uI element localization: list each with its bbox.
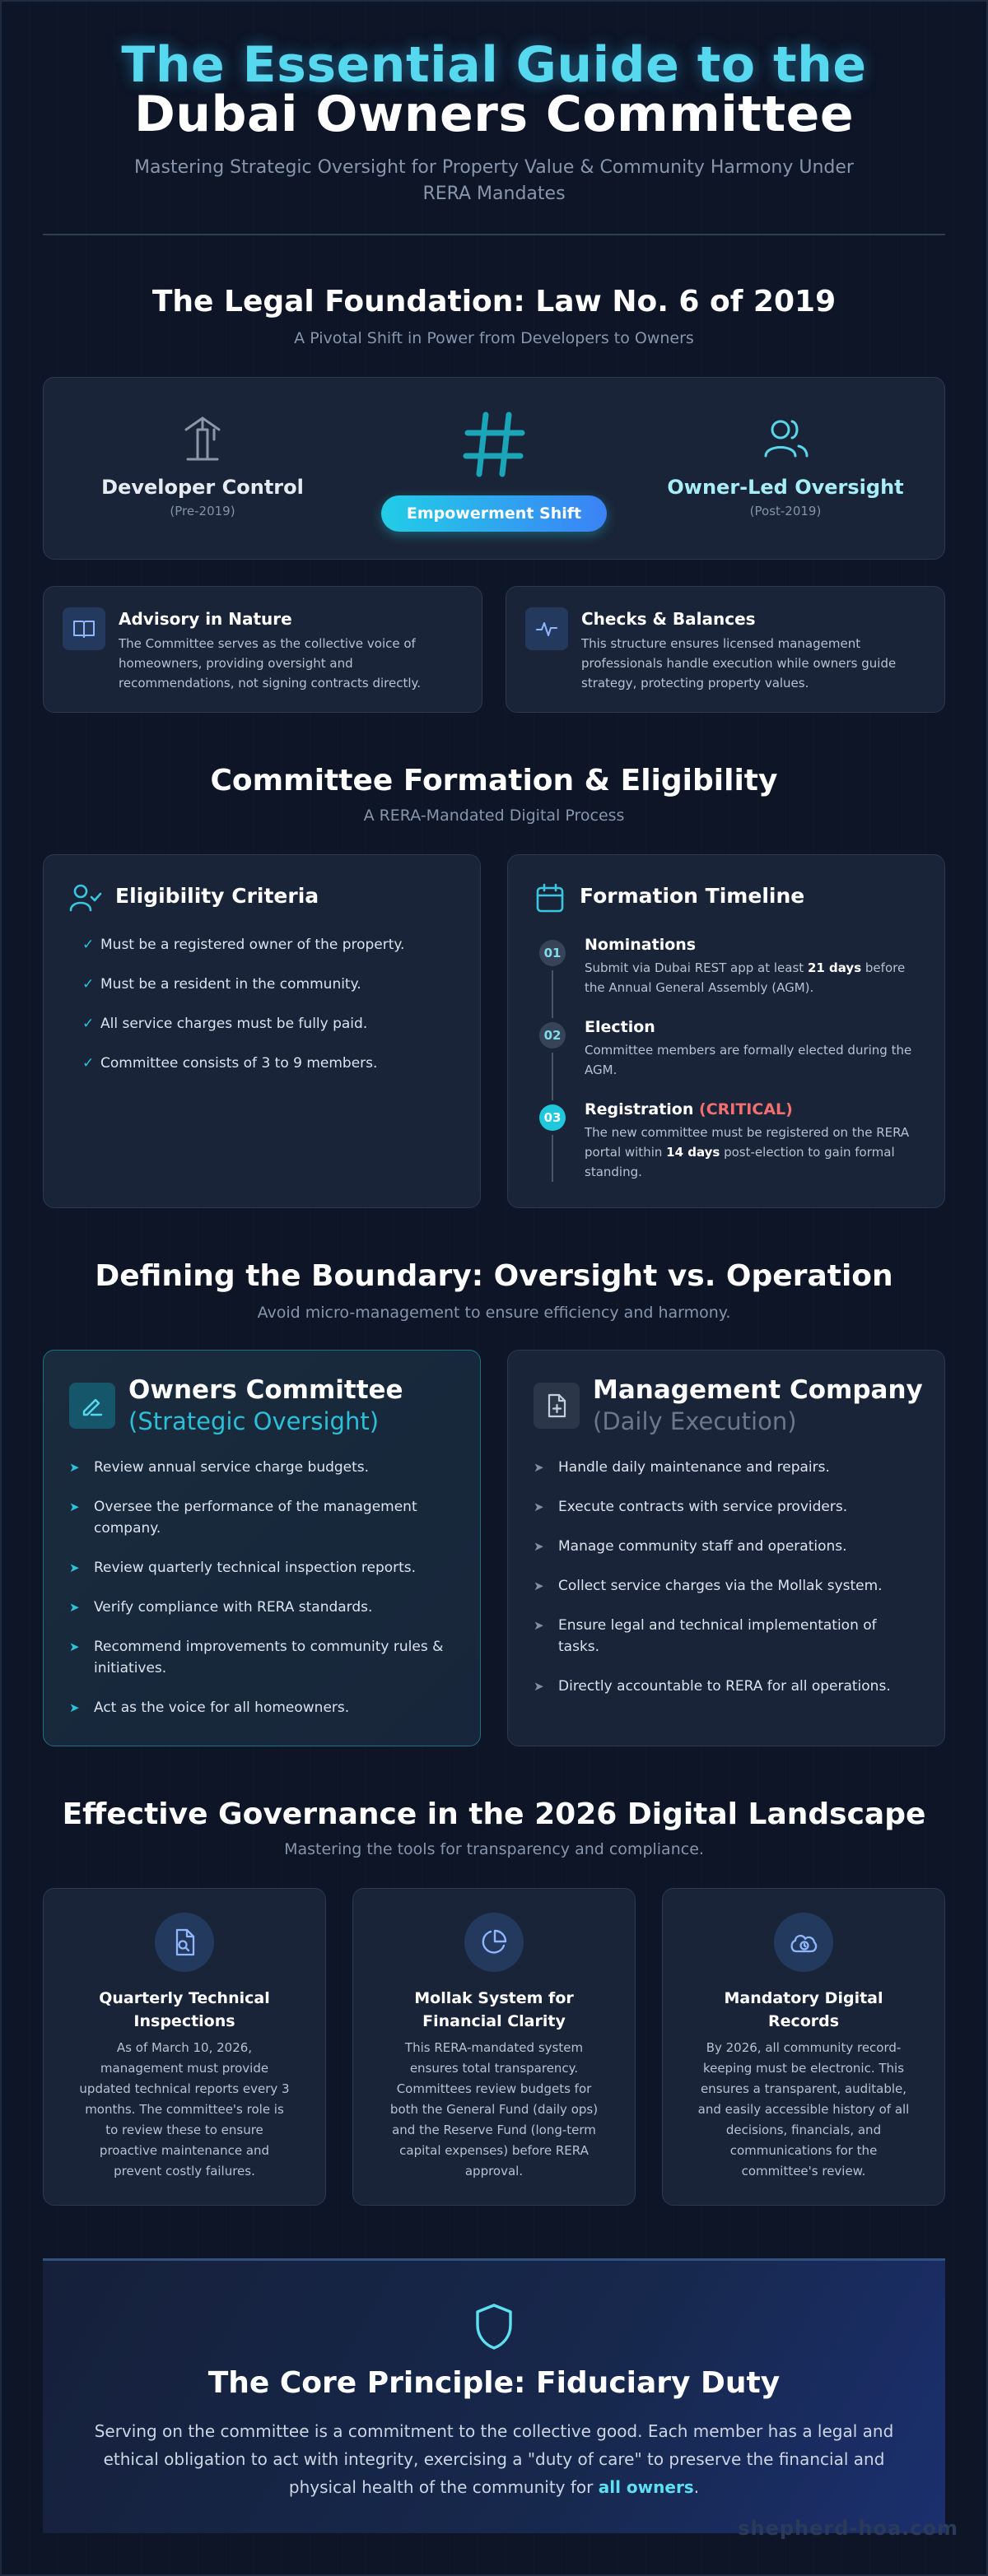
hero-title-line-2: Dubai Owners Committee [133,86,855,143]
chevron-right-icon: ➤ [534,1539,544,1554]
checks-text: This structure ensures licensed management professionals handle execution while owners guide strategy, protecting property values. [581,636,897,690]
chevron-right-icon: ➤ [69,1560,80,1575]
inspections-icon-circle [155,1913,214,1972]
management-duty-item: ➤ Ensure legal and technical implementation of tasks. [534,1615,919,1658]
activity-icon [534,616,559,641]
management-icon-box [534,1383,580,1429]
owners-duty-item: ➤ Act as the voice for all homeowners. [69,1697,454,1718]
cloud-clock-icon [788,1929,819,1955]
eligibility-item: ✓ Must be a resident in the community. [77,976,464,1016]
empowerment-shift-badge: Empowerment Shift [381,495,607,532]
boundary-section-title: Defining the Boundary: Oversight vs. Operation [95,1259,893,1293]
core-principle-banner [43,2258,945,2533]
governance-section-title: Effective Governance in the 2026 Digital Landscape [62,1797,926,1831]
eligibility-item: ✓ All service charges must be fully paid. [77,1016,464,1055]
management-company-heading: Management Company [593,1375,923,1405]
governance-section-subtitle: Mastering the tools for transparency and compliance. [284,1840,704,1858]
step-title-election: Election [585,1018,655,1036]
chevron-right-icon: ➤ [69,1700,80,1715]
mollak-text: This RERA-mandated system ensures total transparency. Committees review budgets for both the General Fund (daily ops) and the Reserve Fund (long-term capital expenses) before RERA approval. [389,2040,599,2178]
records-title: Mandatory Digital Records [724,1989,883,2030]
site-watermark: shepherd-hoa.com [738,2517,958,2540]
records-icon-circle [774,1913,833,1972]
file-search-icon [170,1927,198,1957]
core-principle-title: The Core Principle: Fiduciary Duty [207,2366,781,2400]
chevron-right-icon: ➤ [69,1460,80,1475]
check-icon: ✓ [82,937,95,953]
chevron-right-icon: ➤ [69,1600,80,1615]
book-icon [72,616,96,641]
inspections-text: As of March 10, 2026, management must provide updated technical reports every 3 months. The committee's role is to review these to ensure proactive maintenance and prevent costly failures. [79,2040,290,2178]
management-company-subheading: (Daily Execution) [593,1407,797,1435]
user-check-icon [69,882,102,914]
advisory-text: The Committee serves as the collective voice of homeowners, providing oversight and recommendations, not signing contracts directly. [119,636,421,690]
developer-control-period: (Pre-2019) [170,504,235,518]
owner-oversight-label: Owner-Led Oversight [667,476,904,499]
management-duty-item: ➤ Collect service charges via the Mollak system. [534,1575,919,1597]
mollak-title: Mollak System for Financial Clarity [414,1989,574,2030]
calendar-icon [535,882,565,914]
checks-title: Checks & Balances [581,609,756,629]
chevron-right-icon: ➤ [534,1460,544,1475]
step-title-nominations: Nominations [585,936,697,954]
chevron-right-icon: ➤ [534,1500,544,1514]
mollak-icon-circle [464,1913,524,1972]
developer-control-label: Developer Control [101,476,304,499]
users-icon [759,412,812,464]
eligibility-item: ✓ Committee consists of 3 to 9 members. [77,1055,464,1095]
file-plus-icon [544,1393,569,1419]
owners-committee-heading: Owners Committee [128,1375,403,1405]
owners-duty-item: ➤ Oversee the performance of the management company. [69,1496,454,1539]
boundary-section-subtitle: Avoid micro-management to ensure efficiency and harmony. [257,1304,731,1322]
management-duty-item: ➤ Manage community staff and operations. [534,1536,919,1557]
timeline-line [552,963,553,1182]
inspections-title: Quarterly Technical Inspections [99,1989,270,2030]
shield-icon [473,2302,515,2351]
management-duty-item: ➤ Directly accountable to RERA for all operations. [534,1676,919,1697]
eligibility-list [77,937,464,1095]
core-principle-text: Serving on the committee is a commitment to the collective good. Each member has a legal and ethical obligation to act with integrity, exercising a "duty of care" to preserve the financial and physical health of the community for all owners. [94,2421,894,2497]
owners-icon-box [69,1383,115,1429]
management-duty-item: ➤ Handle daily maintenance and repairs. [534,1457,919,1478]
owners-duty-item: ➤ Review quarterly technical inspection reports. [69,1557,454,1579]
chevron-right-icon: ➤ [534,1679,544,1694]
step-number-03: 03 [539,1104,566,1131]
hero-subtitle: Mastering Strategic Oversight for Property Value & Community Harmony Under RERA Mandates [134,157,854,204]
legal-section-title: The Legal Foundation: Law No. 6 of 2019 [151,285,837,319]
check-icon: ✓ [82,1055,95,1072]
timeline-heading: Formation Timeline [580,884,805,908]
owner-oversight-period: (Post-2019) [749,504,822,518]
developer-control-column [79,412,326,518]
owners-duties-list [69,1457,454,1718]
pen-icon [80,1393,105,1418]
eligibility-heading: Eligibility Criteria [115,884,319,908]
hash-icon [461,410,527,479]
critical-flag: (CRITICAL) [699,1100,793,1118]
legal-section-subtitle: A Pivotal Shift in Power from Developers to Owners [294,329,694,347]
chevron-right-icon: ➤ [69,1500,80,1514]
step-text-election: Committee members are formally elected during the AGM. [585,1043,912,1077]
owner-oversight-column [662,412,909,518]
owners-committee-subheading: (Strategic Oversight) [128,1407,380,1435]
hero-title-line-1: The Essential Guide to the [121,36,867,94]
advisory-icon-box [63,607,105,650]
all-owners-highlight: all owners [598,2477,694,2497]
step-text-nominations: Submit via Dubai REST app at least 21 days before the Annual General Assembly (AGM). [585,960,906,995]
step-number-01: 01 [539,940,566,966]
chevron-right-icon: ➤ [69,1639,80,1654]
header-divider [43,234,945,235]
step-number-02: 02 [539,1022,566,1049]
check-icon: ✓ [82,976,95,993]
chevron-right-icon: ➤ [534,1618,544,1633]
records-text: By 2026, all community record- keeping must be electronic. This ensures a transparent, auditable, and easily accessible history of all decisions, financials, and communications for the committee's review. [697,2040,910,2178]
crane-icon [178,412,227,464]
owners-duty-item: ➤ Verify compliance with RERA standards. [69,1597,454,1618]
advisory-title: Advisory in Nature [119,609,292,629]
check-icon: ✓ [82,1016,95,1032]
owners-duty-item: ➤ Recommend improvements to community rules & initiatives. [69,1636,454,1679]
formation-section-subtitle: A RERA-Mandated Digital Process [363,807,625,825]
chevron-right-icon: ➤ [534,1579,544,1593]
pie-chart-icon [479,1927,509,1957]
step-title-registration: Registration (CRITICAL) [585,1100,793,1118]
management-duties-list [534,1457,919,1697]
step-text-registration: The new committee must be registered on the RERA portal within 14 days post-election to gain formal standing. [585,1125,910,1179]
formation-section-title: Committee Formation & Eligibility [210,764,778,797]
checks-icon-box [525,607,568,650]
owners-duty-item: ➤ Review annual service charge budgets. [69,1457,454,1478]
eligibility-item: ✓ Must be a registered owner of the property. [77,937,464,976]
management-duty-item: ➤ Execute contracts with service providers. [534,1496,919,1518]
